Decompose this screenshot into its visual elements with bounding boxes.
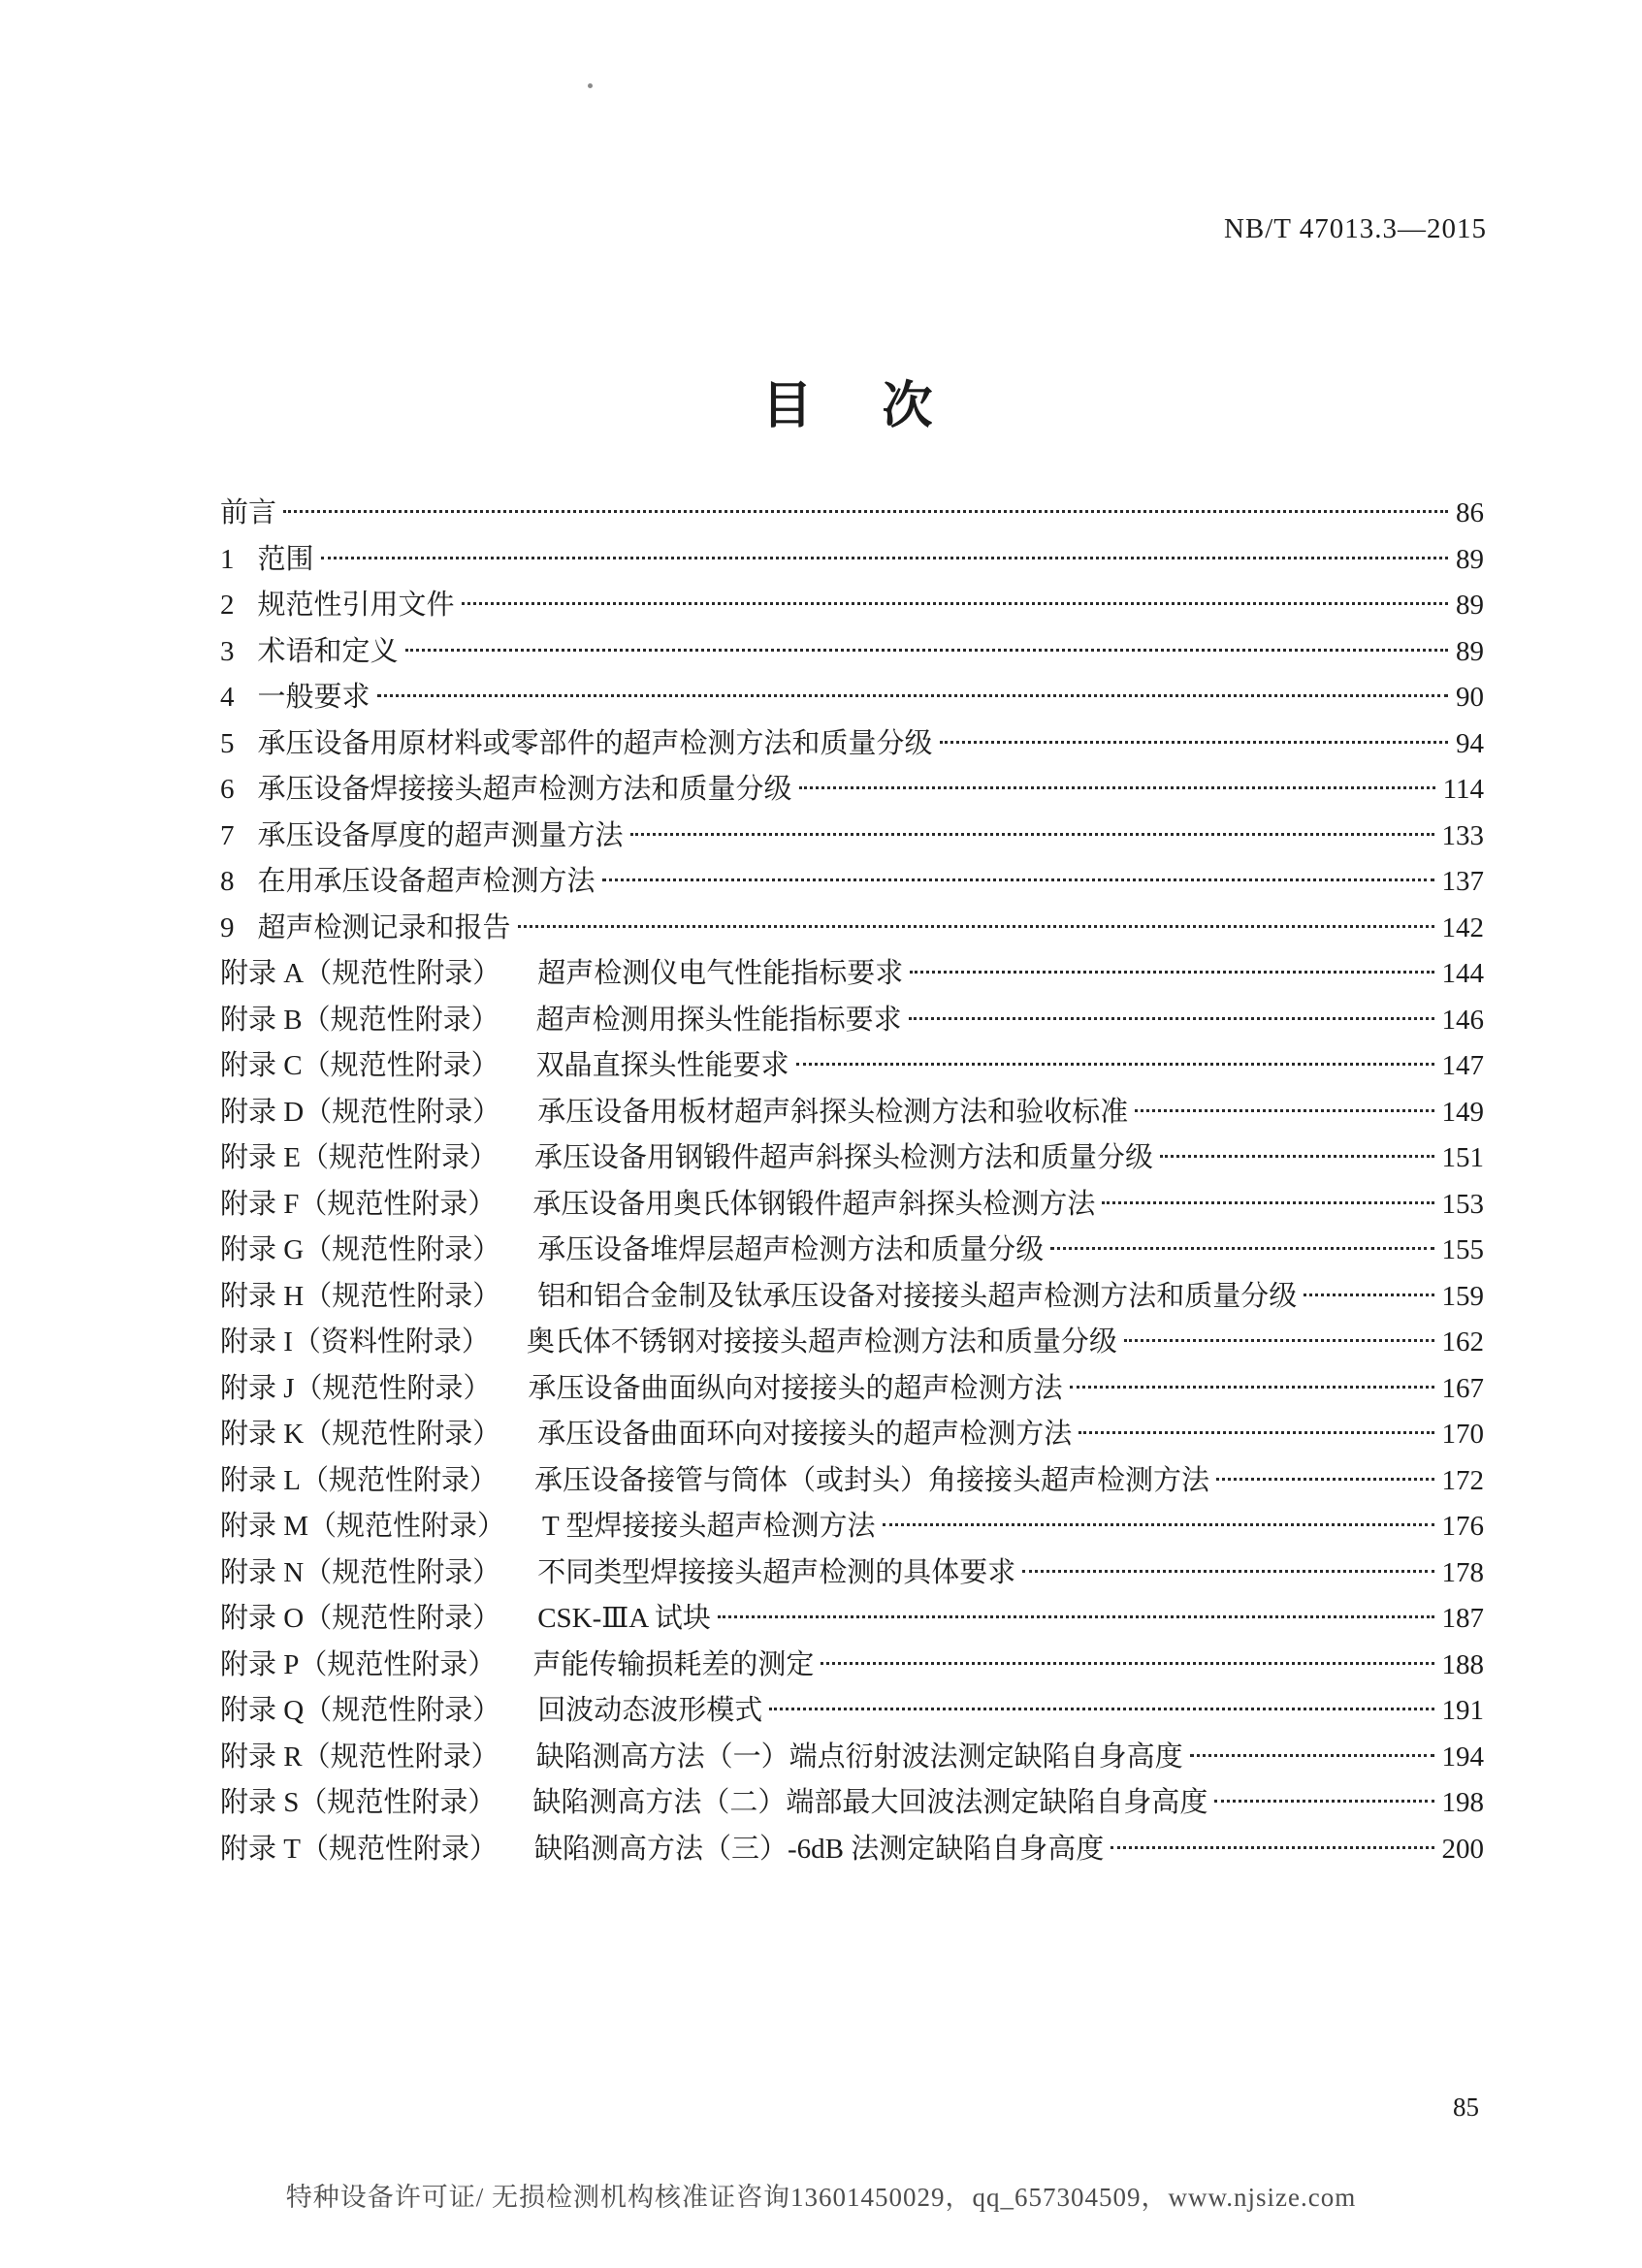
toc-leader-dots — [462, 602, 1448, 605]
toc-leader-dots — [1190, 1754, 1434, 1757]
toc-entry-prefix: 附录 C（规范性附录） — [220, 1050, 499, 1081]
toc-entry-title: 超声检测用探头性能指标要求 — [535, 1004, 902, 1036]
toc-entry-prefix: 7 — [220, 819, 235, 851]
toc-entry — [220, 1135, 1484, 1182]
toc-entry-page-number: 151 — [1441, 1142, 1484, 1173]
toc-entry — [220, 1550, 1484, 1597]
toc-entry-prefix: 4 — [220, 682, 235, 713]
toc-leader-dots — [377, 694, 1448, 697]
toc-entry-page-number: 178 — [1441, 1556, 1484, 1588]
toc-entry-page-number: 170 — [1441, 1419, 1484, 1450]
toc-leader-dots — [1102, 1201, 1433, 1204]
toc-entry-page-number: 142 — [1441, 911, 1484, 943]
toc-entry-title: 声能传输损耗差的测定 — [532, 1648, 815, 1680]
toc-entry-title: 承压设备用原材料或零部件的超声检测方法和质量分级 — [257, 727, 933, 759]
toc-leader-dots — [1022, 1570, 1433, 1573]
toc-entry-title: 双晶直探头性能要求 — [535, 1050, 789, 1081]
toc-entry — [220, 814, 1484, 860]
toc-entry-page-number: 176 — [1441, 1511, 1484, 1542]
toc-entry-page-number: 188 — [1441, 1648, 1484, 1680]
toc-leader-dots — [283, 510, 1448, 513]
toc-entry-page-number: 159 — [1441, 1280, 1484, 1312]
toc-leader-dots — [630, 833, 1434, 836]
toc-entry-page-number: 187 — [1441, 1603, 1484, 1634]
toc-entry-title: 在用承压设备超声检测方法 — [257, 866, 596, 897]
toc-entry-title: CSK-ⅢA 试块 — [537, 1603, 711, 1634]
toc-entry — [220, 721, 1484, 768]
toc-entry-page-number: 133 — [1441, 819, 1484, 851]
toc-entry-page-number: 89 — [1456, 635, 1484, 667]
toc-leader-dots — [940, 741, 1448, 744]
toc-entry-prefix: 附录 Q（规范性附录） — [220, 1695, 501, 1726]
toc-entry-title: 不同类型焊接接头超声检测的具体要求 — [537, 1556, 1016, 1588]
toc-entry — [220, 1827, 1484, 1873]
toc-entry-title: 承压设备曲面纵向对接接头的超声检测方法 — [528, 1372, 1063, 1404]
toc-entry-title: 承压设备焊接接头超声检测方法和质量分级 — [257, 774, 792, 805]
toc-entry-title: 承压设备用板材超声斜探头检测方法和验收标准 — [537, 1096, 1129, 1128]
toc-entry-prefix: 附录 A（规范性附录） — [220, 958, 501, 989]
toc-entry-prefix: 6 — [220, 774, 235, 805]
toc-leader-dots — [821, 1662, 1433, 1665]
toc-entry — [220, 1320, 1484, 1366]
toc-entry-page-number: 146 — [1441, 1004, 1484, 1036]
toc-entry — [220, 537, 1484, 584]
toc-entry-prefix: 附录 K（规范性附录） — [220, 1419, 501, 1450]
toc-entry-prefix: 2 — [220, 590, 235, 621]
toc-leader-dots — [1050, 1247, 1433, 1250]
toc-entry-page-number: 94 — [1456, 727, 1484, 759]
toc-leader-dots — [321, 557, 1448, 559]
toc-entry — [220, 951, 1484, 998]
toc-entry-title: 超声检测仪电气性能指标要求 — [537, 958, 904, 989]
toc-entry-page-number: 191 — [1441, 1695, 1484, 1726]
toc-entry-title: 承压设备用钢锻件超声斜探头检测方法和质量分级 — [533, 1142, 1153, 1173]
toc-entry-prefix: 附录 I（资料性附录） — [220, 1326, 490, 1358]
toc-leader-dots — [602, 878, 1434, 881]
toc-entry-page-number: 155 — [1441, 1234, 1484, 1265]
toc-entry-title: 规范性引用文件 — [257, 590, 455, 621]
toc-entry — [220, 629, 1484, 676]
toc-entry-title: 承压设备用奥氏体钢锻件超声斜探头检测方法 — [532, 1188, 1096, 1220]
toc-entry-page-number: 200 — [1441, 1833, 1484, 1865]
toc-leader-dots — [1070, 1386, 1434, 1389]
toc-entry-page-number: 144 — [1441, 958, 1484, 989]
toc-entry-prefix: 附录 R（规范性附录） — [220, 1741, 499, 1773]
toc-leader-dots — [718, 1615, 1434, 1618]
toc-entry-page-number: 172 — [1441, 1464, 1484, 1496]
toc-entry-page-number: 167 — [1441, 1372, 1484, 1404]
toc-entry — [220, 1366, 1484, 1413]
toc-entry — [220, 1043, 1484, 1090]
toc-entry-prefix: 附录 O（规范性附录） — [220, 1603, 501, 1634]
toc-entry-title: 缺陷测高方法（二）端部最大回波法测定缺陷自身高度 — [532, 1787, 1208, 1818]
toc-entry-title: 范围 — [257, 543, 314, 575]
table-of-contents — [220, 491, 1484, 1872]
toc-entry-title: 铝和铝合金制及钛承压设备对接接头超声检测方法和质量分级 — [537, 1280, 1298, 1312]
toc-entry-page-number: 194 — [1441, 1741, 1484, 1773]
toc-leader-dots — [1214, 1800, 1433, 1803]
toc-entry — [220, 491, 1484, 537]
toc-entry — [220, 998, 1484, 1044]
toc-entry-prefix: 附录 F（规范性附录） — [220, 1188, 497, 1220]
toc-entry-title: 承压设备接管与筒体（或封头）角接接头超声检测方法 — [533, 1464, 1209, 1496]
toc-entry — [220, 1596, 1484, 1643]
toc-entry — [220, 1735, 1484, 1781]
footer-watermark: 特种设备许可证/ 无损检测机构核准证咨询13601450029，qq_657304509，www.njsize.com — [285, 2183, 1357, 2212]
toc-entry-title: 缺陷测高方法（一）端点衍射波法测定缺陷自身高度 — [535, 1741, 1183, 1773]
toc-entry-page-number: 198 — [1441, 1787, 1484, 1818]
toc-entry-title: 回波动态波形模式 — [537, 1695, 763, 1726]
toc-entry — [220, 583, 1484, 629]
scan-speck — [588, 83, 593, 88]
toc-entry — [220, 1274, 1484, 1321]
toc-entry-title: 承压设备厚度的超声测量方法 — [257, 819, 624, 851]
toc-entry-prefix: 附录 H（规范性附录） — [220, 1280, 501, 1312]
standard-reference: NB/T 47013.3—2015 — [1223, 213, 1487, 244]
toc-entry-page-number: 114 — [1442, 774, 1484, 805]
toc-entry-page-number: 147 — [1441, 1050, 1484, 1081]
page-number: 85 — [1453, 2092, 1479, 2122]
toc-leader-dots — [1111, 1846, 1433, 1849]
toc-entry-prefix: 附录 J（规范性附录） — [220, 1372, 492, 1404]
toc-entry-page-number: 90 — [1456, 682, 1484, 713]
toc-entry-prefix: 9 — [220, 911, 235, 943]
toc-entry-title: 承压设备堆焊层超声检测方法和质量分级 — [537, 1234, 1045, 1265]
toc-entry-prefix: 1 — [220, 543, 235, 575]
toc-entry-prefix: 附录 T（规范性附录） — [220, 1833, 498, 1865]
toc-entry-page-number: 89 — [1456, 543, 1484, 575]
toc-entry-prefix: 附录 M（规范性附录） — [220, 1511, 506, 1542]
toc-entry — [220, 1643, 1484, 1689]
toc-leader-dots — [769, 1708, 1433, 1710]
toc-entry-title: 奥氏体不锈钢对接接头超声检测方法和质量分级 — [526, 1326, 1117, 1358]
toc-entry-title: 缺陷测高方法（三）-6dB 法测定缺陷自身高度 — [533, 1833, 1105, 1865]
toc-leader-dots — [518, 925, 1434, 928]
toc-entry — [220, 1228, 1484, 1274]
toc-leader-dots — [1216, 1478, 1434, 1481]
toc-entry — [220, 1780, 1484, 1827]
page-title: 目 次 — [761, 379, 943, 434]
toc-entry-title: 一般要求 — [257, 682, 370, 713]
toc-entry-prefix: 附录 N（规范性附录） — [220, 1556, 501, 1588]
toc-entry-page-number: 137 — [1441, 866, 1484, 897]
toc-leader-dots — [1304, 1294, 1433, 1296]
toc-entry-prefix: 3 — [220, 635, 235, 667]
toc-leader-dots — [910, 971, 1433, 974]
toc-entry-prefix: 附录 P（规范性附录） — [220, 1648, 497, 1680]
toc-entry-title: 术语和定义 — [257, 635, 399, 667]
toc-entry — [220, 675, 1484, 721]
toc-entry-prefix: 附录 G（规范性附录） — [220, 1234, 501, 1265]
toc-leader-dots — [405, 649, 1448, 652]
toc-entry-page-number: 162 — [1441, 1326, 1484, 1358]
toc-leader-dots — [909, 1017, 1434, 1020]
toc-leader-dots — [1135, 1109, 1433, 1112]
toc-entry — [220, 1090, 1484, 1136]
toc-entry-prefix: 附录 B（规范性附录） — [220, 1004, 499, 1036]
toc-entry-prefix: 附录 E（规范性附录） — [220, 1142, 498, 1173]
toc-entry — [220, 906, 1484, 952]
toc-leader-dots — [796, 1063, 1434, 1066]
toc-entry — [220, 859, 1484, 906]
toc-leader-dots — [1160, 1155, 1434, 1158]
toc-entry-title: 承压设备曲面环向对接接头的超声检测方法 — [537, 1419, 1073, 1450]
toc-entry — [220, 1182, 1484, 1229]
toc-entry-prefix: 8 — [220, 866, 235, 897]
toc-entry-prefix: 附录 L（规范性附录） — [220, 1464, 498, 1496]
toc-leader-dots — [883, 1523, 1434, 1526]
toc-entry-prefix: 5 — [220, 727, 235, 759]
toc-leader-dots — [799, 786, 1435, 789]
toc-leader-dots — [1079, 1431, 1433, 1434]
toc-entry-page-number: 89 — [1456, 590, 1484, 621]
toc-entry — [220, 767, 1484, 814]
toc-entry-title: 前言 — [220, 497, 277, 528]
toc-leader-dots — [1124, 1339, 1434, 1342]
toc-entry-page-number: 149 — [1441, 1096, 1484, 1128]
toc-entry-title: 超声检测记录和报告 — [257, 911, 511, 943]
toc-entry-title: T 型焊接接头超声检测方法 — [542, 1511, 876, 1542]
toc-entry — [220, 1458, 1484, 1505]
toc-entry — [220, 1688, 1484, 1735]
toc-entry — [220, 1504, 1484, 1550]
toc-entry-prefix: 附录 S（规范性附录） — [220, 1787, 497, 1818]
toc-entry-page-number: 153 — [1441, 1188, 1484, 1220]
toc-entry — [220, 1412, 1484, 1458]
toc-entry-page-number: 86 — [1456, 497, 1484, 528]
toc-entry-prefix: 附录 D（规范性附录） — [220, 1096, 501, 1128]
